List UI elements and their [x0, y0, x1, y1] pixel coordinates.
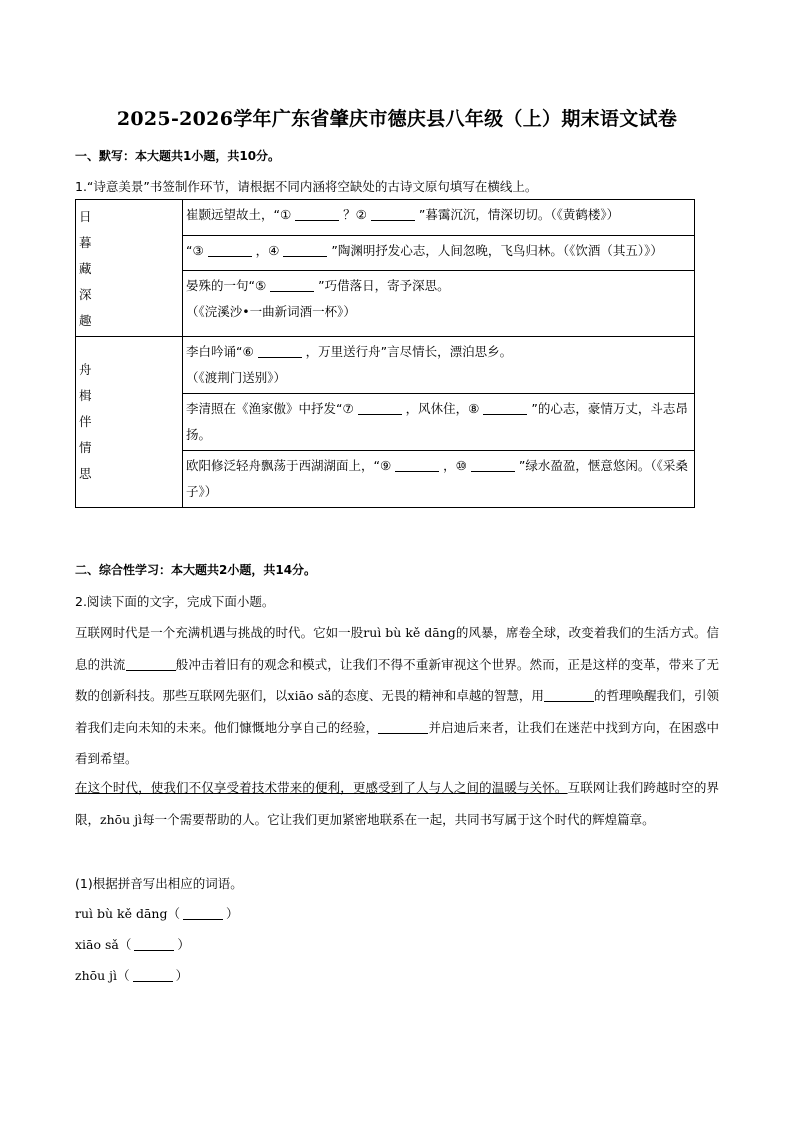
bracket-close: ） [175, 968, 189, 983]
cell-text: ，万里送行舟”言尽情长，漂泊思乡。 [305, 344, 513, 359]
cell-text: ”绿水盈盈，惬意悠闲。（《采桑子》） [186, 458, 688, 499]
poem-table [75, 199, 695, 508]
fill-blank-6[interactable] [258, 343, 302, 358]
passage-text: 的风暴，席卷全球，改变着我们的生活方式。信息的洪流 [75, 625, 719, 672]
section-2-heading: 二、综合性学习：本大题共2小题，共14分。 [75, 563, 317, 577]
theme-char: 舟 [79, 362, 92, 377]
answer-pinyin: ruì bù kě dāng [75, 906, 168, 921]
cell-text: 欧阳修泛轻舟飘荡于西湖湖面上，“⑨ [186, 458, 392, 473]
cell-text: ”暮霭沉沉，情深切切。（《黄鹤楼》） [418, 207, 620, 222]
underlined-sentence: 在这个时代，使我们不仅享受着技术带来的便利，更感受到了人与人之间的温暖与关怀。 [75, 780, 568, 795]
cell-text: （《浣溪沙•一曲新词酒一杯》） [186, 304, 356, 320]
passage-text: 互联网时代是一个充满机遇与挑战的时代。它如一股 [75, 625, 364, 640]
bracket-open: （ [167, 906, 180, 921]
cell-text: ”巧借落日，寄予深思。 [318, 278, 450, 294]
cell-text: 李清照在《渔家傲》中抒发“⑦ [186, 401, 354, 416]
table-row [76, 200, 695, 236]
poem-cell [183, 451, 695, 508]
poem-cell [183, 271, 695, 337]
passage-paragraph-2 [75, 772, 719, 835]
poem-cell [183, 337, 695, 394]
theme-char: 伴 [79, 414, 92, 429]
answer-pinyin: xiāo sǎ [75, 937, 119, 952]
page-title: 2025-2026学年广东省肇庆市德庆县八年级（上）期末语文试卷 [116, 108, 678, 130]
question-1-stem: 1.“诗意美景”书签制作环节，请根据不同内涵将空缺处的古诗文原句填写在横线上。 [75, 179, 538, 194]
table-row [76, 337, 695, 394]
fill-blank-9[interactable] [395, 457, 439, 472]
sub-question-1: (1)根据拼音写出相应的词语。 [75, 876, 243, 891]
fill-blank-1[interactable] [295, 206, 339, 221]
cell-text: 崔颢远望故土，“① [186, 207, 292, 222]
poem-cell [183, 200, 695, 236]
poem-cell [183, 394, 695, 451]
theme-char: 趣 [79, 313, 92, 328]
answer-line-3 [75, 966, 188, 984]
cell-text: ”的心志，豪情万丈，斗志昂扬。 [186, 401, 688, 442]
theme-char: 深 [79, 287, 92, 302]
fill-blank-7[interactable] [358, 400, 402, 415]
fill-blank-5[interactable] [270, 277, 314, 292]
answer-blank-1[interactable] [183, 906, 223, 920]
bracket-open: （ [117, 968, 130, 983]
answer-blank-3[interactable] [133, 968, 173, 982]
cell-text: （《渡荆门送别》） [186, 370, 287, 385]
theme-cell-1 [76, 200, 183, 337]
cell-text: ，⑩ [443, 458, 467, 473]
pinyin-text: ruì bù kě dāng [363, 625, 456, 640]
theme-char: 日 [79, 209, 92, 224]
fill-blank-3[interactable] [208, 242, 252, 257]
bracket-close: ） [177, 937, 190, 952]
bracket-close: ） [226, 906, 239, 921]
section-1-heading: 一、默写：本大题共1小题，共10分。 [75, 149, 281, 163]
passage-blank-3[interactable] [378, 719, 428, 734]
cell-text: 李白吟诵“⑥ [186, 344, 254, 359]
cell-text: ，④ [255, 242, 280, 258]
question-2-stem: 2.阅读下面的文字，完成下面小题。 [75, 594, 275, 609]
answer-line-1 [75, 904, 239, 922]
passage-text: 般冲击着旧有的观念和模式，让我们不得不重新审视这个世界。然而，正是这样的变革，带来了无数的创新科技。那些互联网先驱们，以 [75, 656, 719, 703]
answer-blank-2[interactable] [134, 937, 174, 951]
theme-char: 情 [79, 440, 92, 455]
theme-cell-2 [76, 337, 183, 508]
cell-text: ？② [343, 207, 367, 222]
answer-pinyin: zhōu jì [75, 968, 118, 983]
fill-blank-2[interactable] [371, 206, 415, 221]
cell-text: ，风休住，⑧ [405, 401, 480, 416]
passage-blank-1[interactable] [126, 656, 176, 671]
pinyin-text: xiāo sǎ [287, 688, 332, 703]
poem-cell [183, 235, 695, 271]
answer-line-2 [75, 935, 190, 953]
passage-text: 的哲理唤醒我们，引领着我们走向未知的未来。他们慷慨地分享自己的经验， [75, 688, 719, 735]
passage-text: 并启迪后来者，让我们在迷茫中找到方向，在困惑中看到希望。 [75, 719, 719, 766]
passage-text: 每一个需要帮助的人。它让我们更加紧密地联系在一起，共同书写属于这个时代的辉煌篇章。 [142, 811, 655, 827]
fill-blank-8[interactable] [483, 400, 527, 415]
cell-text: “③ [186, 242, 204, 258]
theme-char: 楫 [79, 388, 92, 403]
fill-blank-4[interactable] [283, 242, 327, 257]
passage-text: 的态度、无畏的精神和卓越的智慧，用 [331, 688, 544, 703]
passage-blank-2[interactable] [544, 687, 594, 702]
cell-text: 晏殊的一句“⑤ [186, 278, 267, 294]
theme-char: 藏 [79, 261, 92, 276]
passage-paragraph-1 [75, 617, 719, 775]
theme-char: 暮 [79, 235, 92, 250]
pinyin-text: zhōu jì [100, 811, 143, 827]
cell-text: ”陶渊明抒发心志，人间忽晚，飞鸟归林。（《饮酒（其五）》） [331, 242, 663, 258]
passage-text: 互联网让我们跨越时空的界限， [75, 780, 719, 827]
fill-blank-10[interactable] [471, 457, 515, 472]
theme-char: 思 [79, 466, 92, 481]
bracket-open: （ [118, 937, 132, 952]
